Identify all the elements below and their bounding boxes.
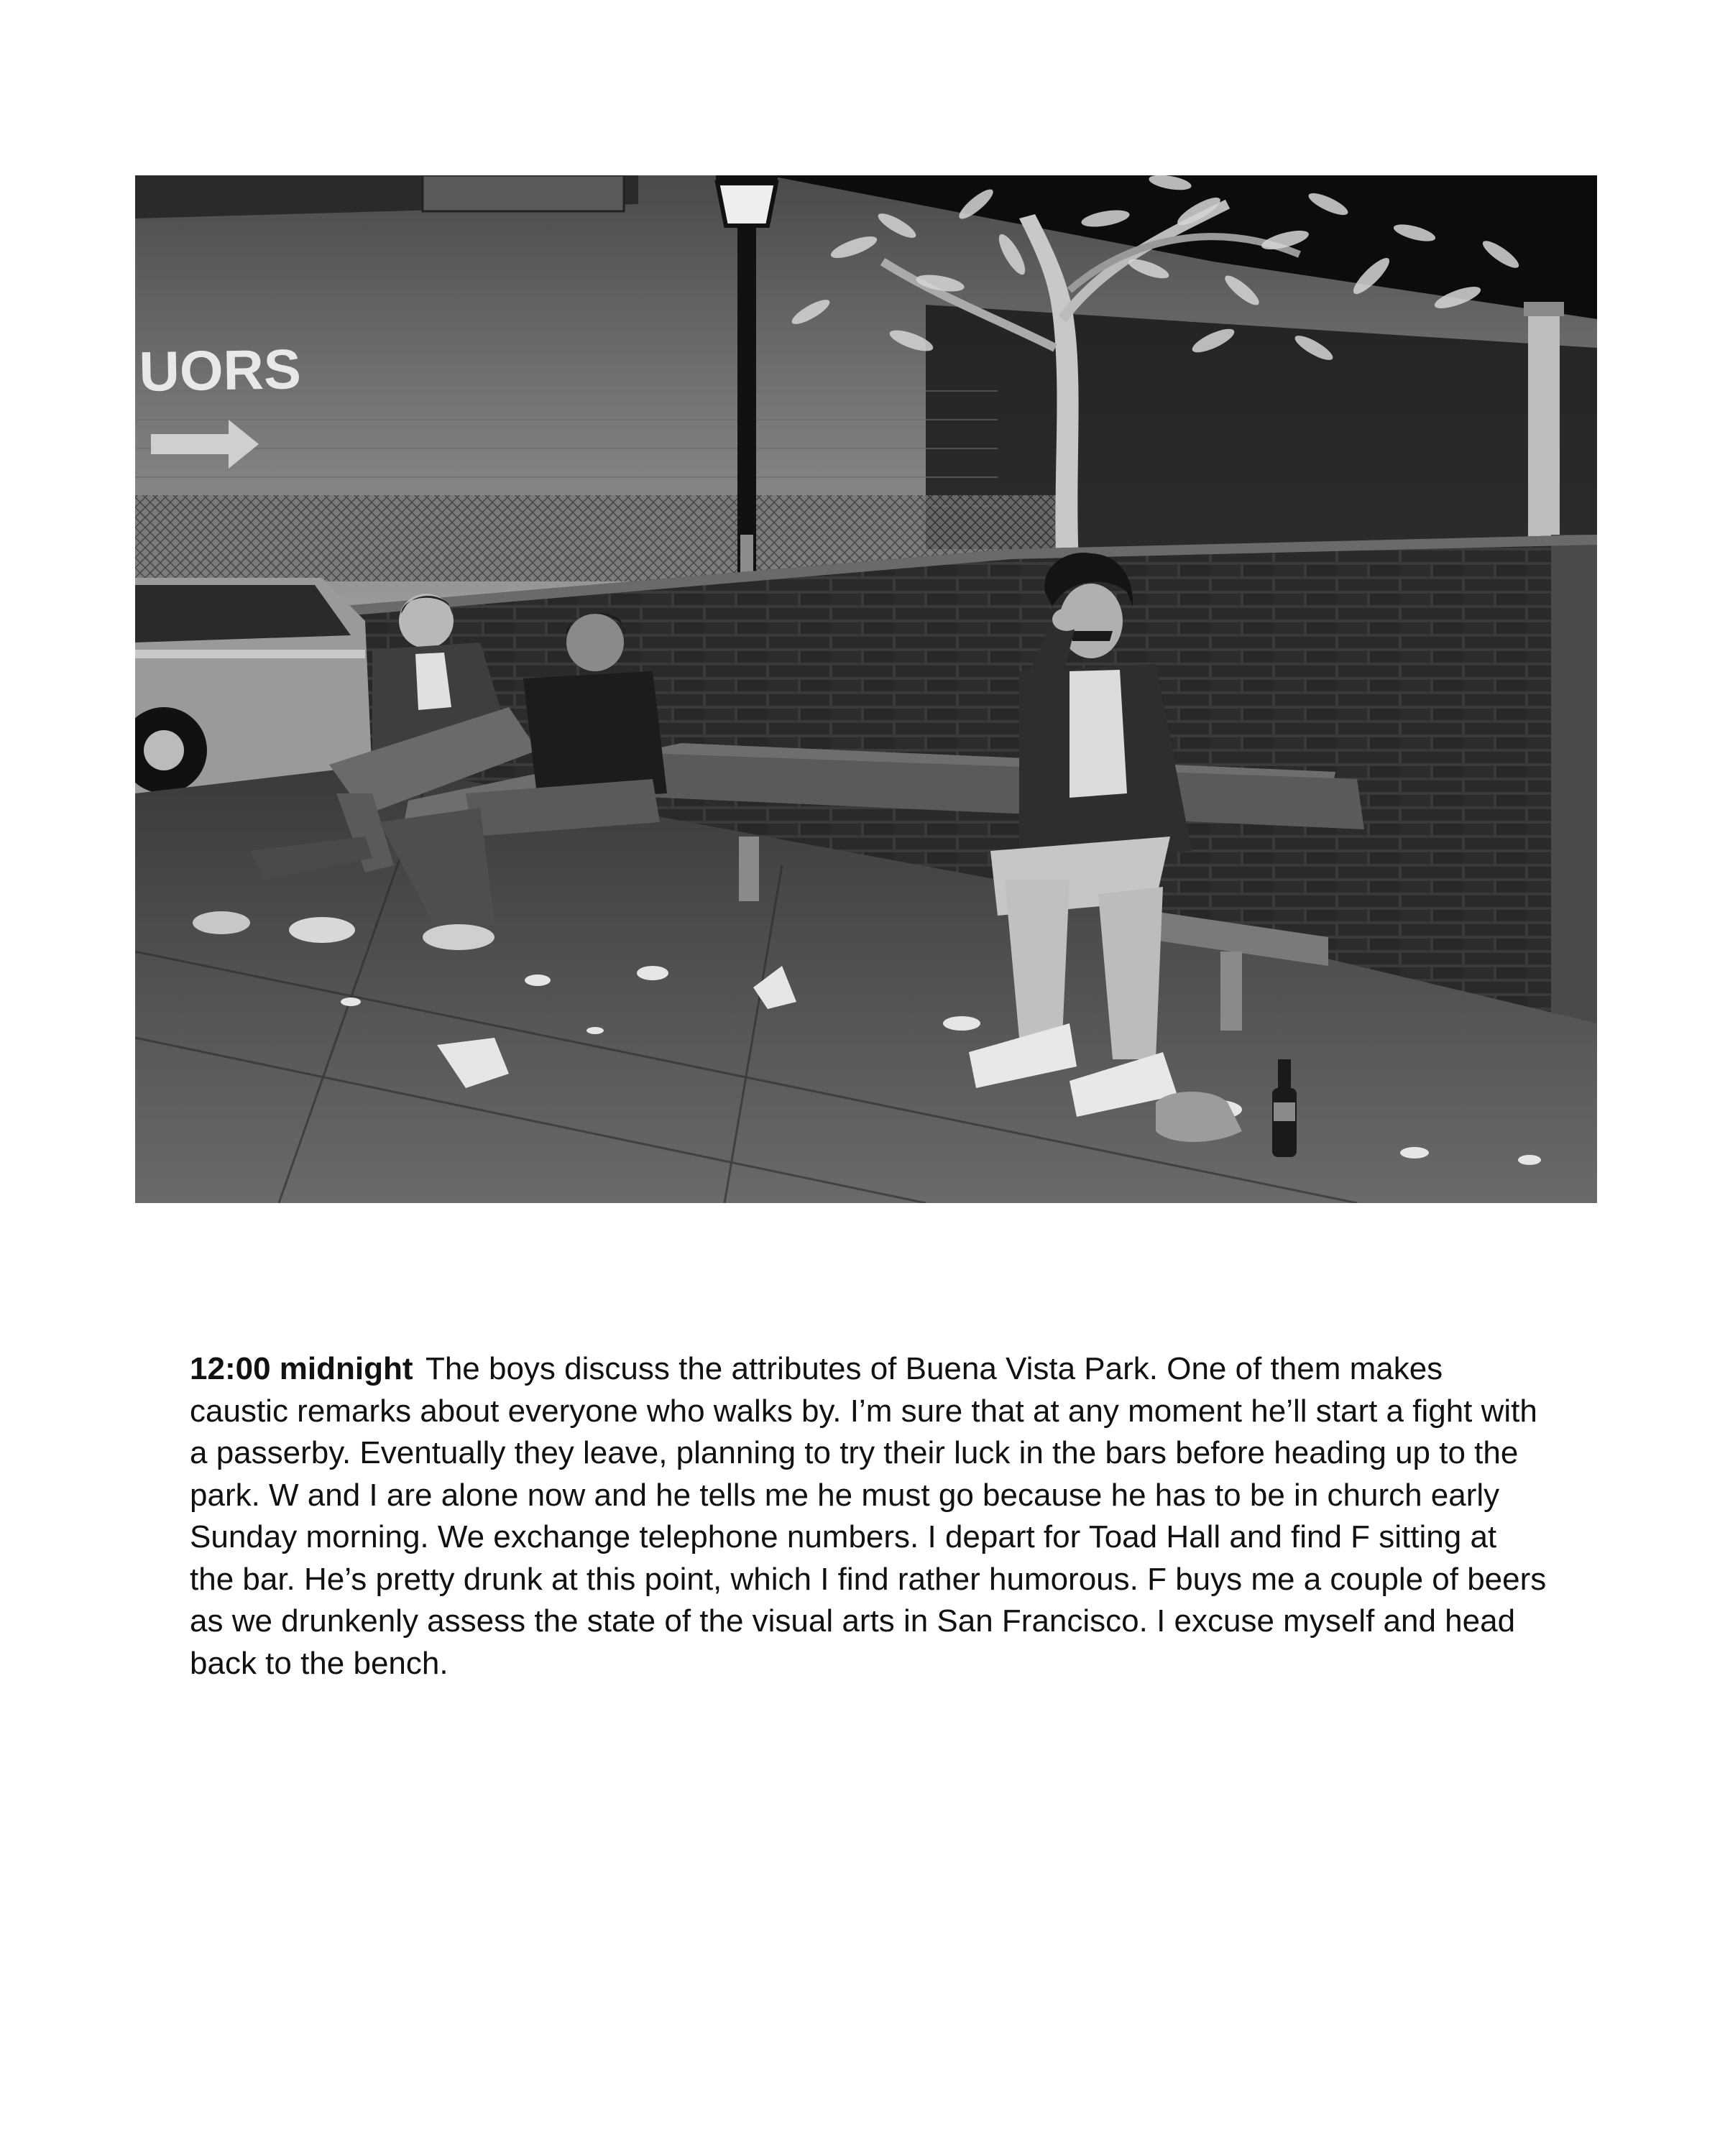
caption-paragraph — [190, 1348, 1548, 1685]
parked-car — [135, 578, 372, 793]
street-photograph — [135, 175, 1597, 1203]
liquors-sign-text: UORS — [138, 337, 302, 403]
caption-time-label: 12:00 midnight — [190, 1351, 413, 1386]
caption-body: The boys discuss the attributes of Buena Vista Park. One of them makes caustic remarks about everyone who walks by. I’m sure that at any moment he’ll start a fight with a passerby. Eventually they leave, planning to try their luck in the bars before heading up to the park. W and I are alone now and he tells me he must go because he has to be in church early Sunday morning. We exchange telephone numbers. I depart for Toad Hall and find F sitting at the bar. He’s pretty drunk at this point, which I find rather humorous. F buys me a couple of beers as we drunkenly assess the state of the visual arts in San Francisco. I excuse myself and head back to the bench. — [190, 1351, 1547, 1681]
photo-illustration — [135, 175, 1597, 1203]
